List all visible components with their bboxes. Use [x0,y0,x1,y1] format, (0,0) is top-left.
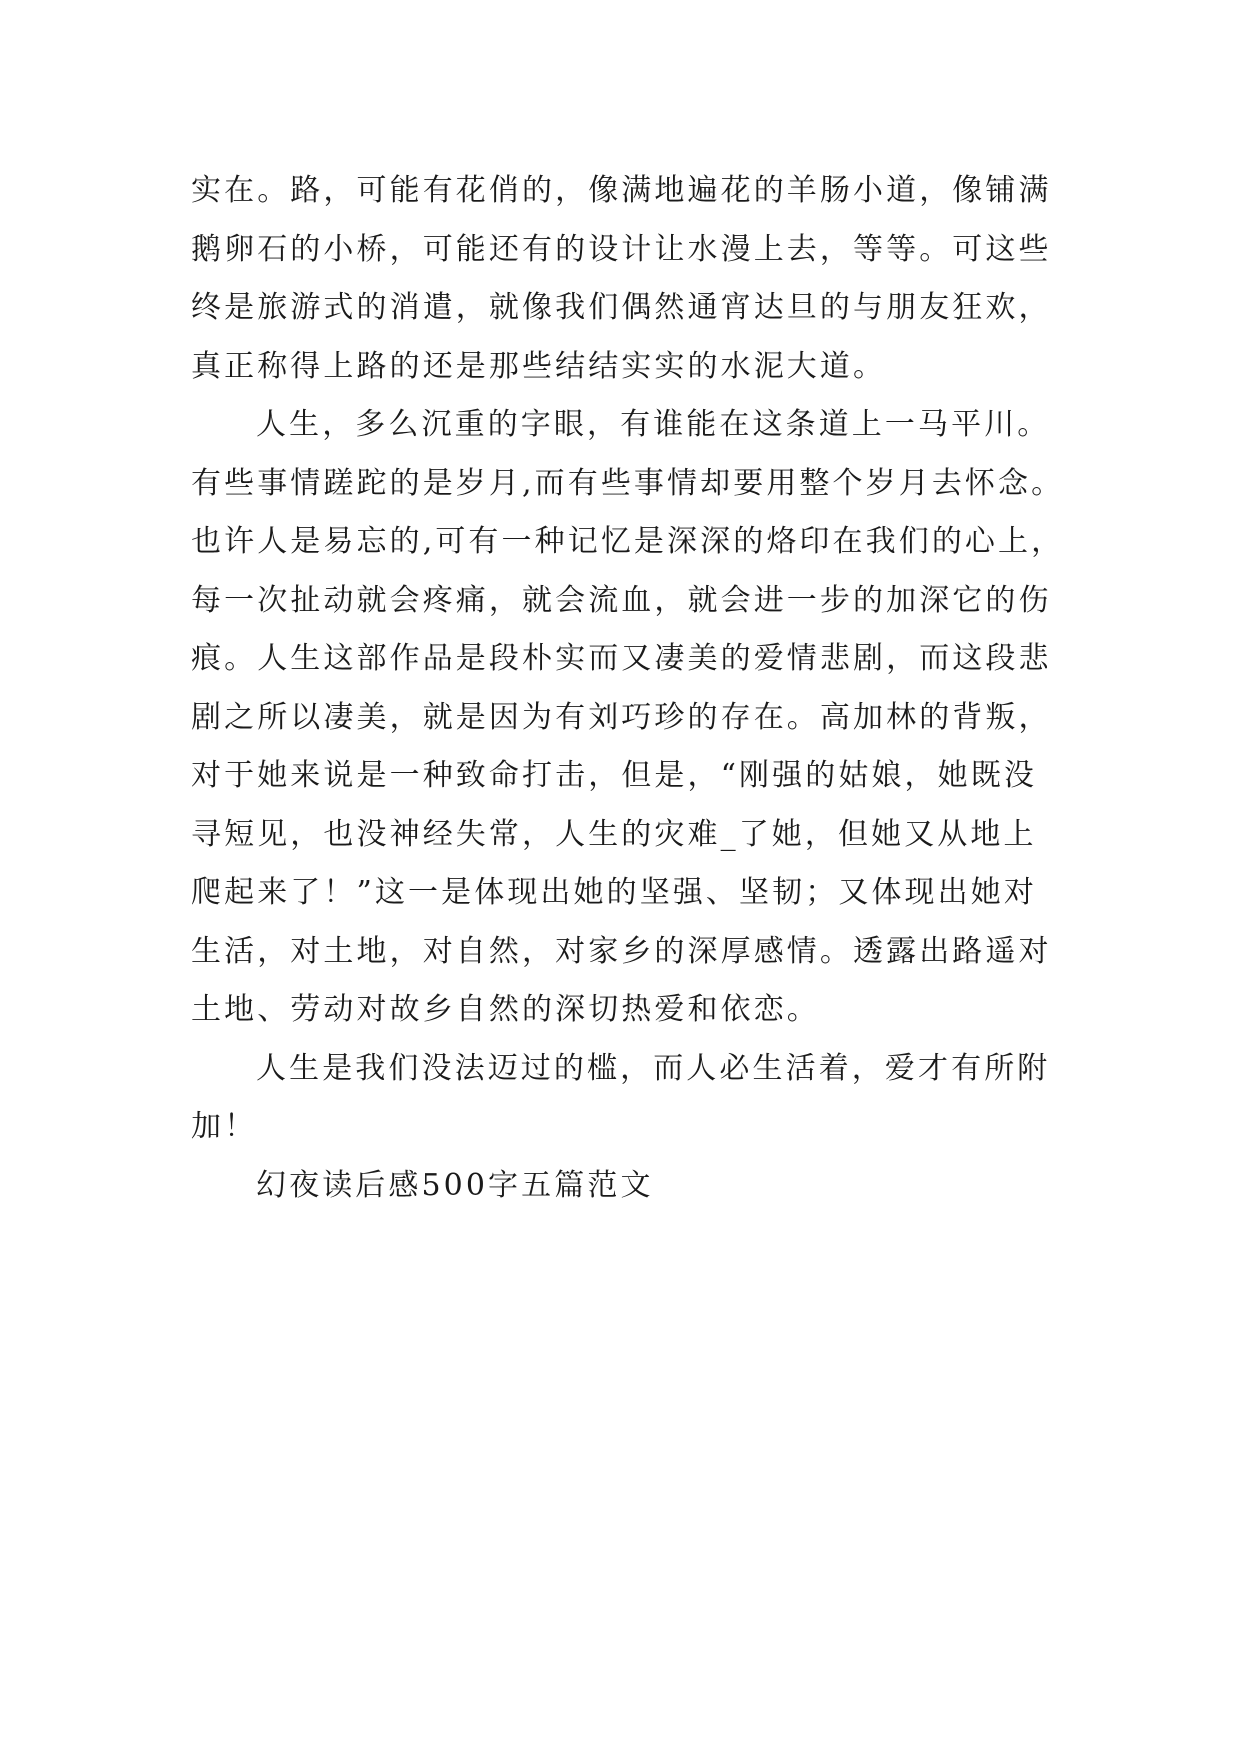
paragraph-line: 鹅卵石的小桥，可能还有的设计让水漫上去，等等。可这些 [191,231,1052,267]
paragraph-line: 加！ [191,1109,258,1144]
paragraph-line: 爬起来了！”这一是体现出她的坚强、坚韧；又体现出她对 [191,875,1037,910]
paragraph-line: 真正称得上路的还是那些结结实实的水泥大道。 [191,348,887,384]
paragraph-line: 终是旅游式的消遣，就像我们偶然通宵达旦的与朋友狂欢， [191,290,1052,325]
paragraph-line: 寻短见，也没神经失常，人生的灾难_了她，但她又从地上 [191,816,1037,852]
paragraph-line: 也许人是易忘的,可有一种记忆是深深的烙印在我们的心上， [191,524,1065,559]
paragraph-line: 每一次扯动就会疼痛，就会流血，就会进一步的加深它的伤 [191,582,1052,618]
paragraph-line: 实在。路，可能有花俏的，像满地遍花的羊肠小道，像铺满 [191,173,1052,208]
paragraph-line: 对于她来说是一种致命打击，但是，“刚强的姑娘，她既没 [191,758,1037,793]
paragraph-line: 土地、劳动对故乡自然的深切热爱和依恋。 [191,992,820,1027]
paragraph-line: 人生，多么沉重的字眼，有谁能在这条道上一马平川。 [256,407,1051,442]
body-text [191,162,1071,1215]
paragraph-line: 生活，对土地，对自然，对家乡的深厚感情。透露出路遥对 [191,933,1052,969]
next-article-title: 幻夜读后感500字五篇范文 [256,1167,654,1203]
paragraph-line: 剧之所以凄美，就是因为有刘巧珍的存在。高加林的背叛， [191,699,1052,735]
paragraph-line: 人生是我们没法迈过的槛，而人必生活着，爱才有所附 [256,1050,1051,1086]
paragraph-line: 有些事情蹉跎的是岁月,而有些事情却要用整个岁月去怀念。 [191,465,1065,501]
paragraph-line: 痕。人生这部作品是段朴实而又凄美的爱情悲剧，而这段悲 [191,641,1052,676]
